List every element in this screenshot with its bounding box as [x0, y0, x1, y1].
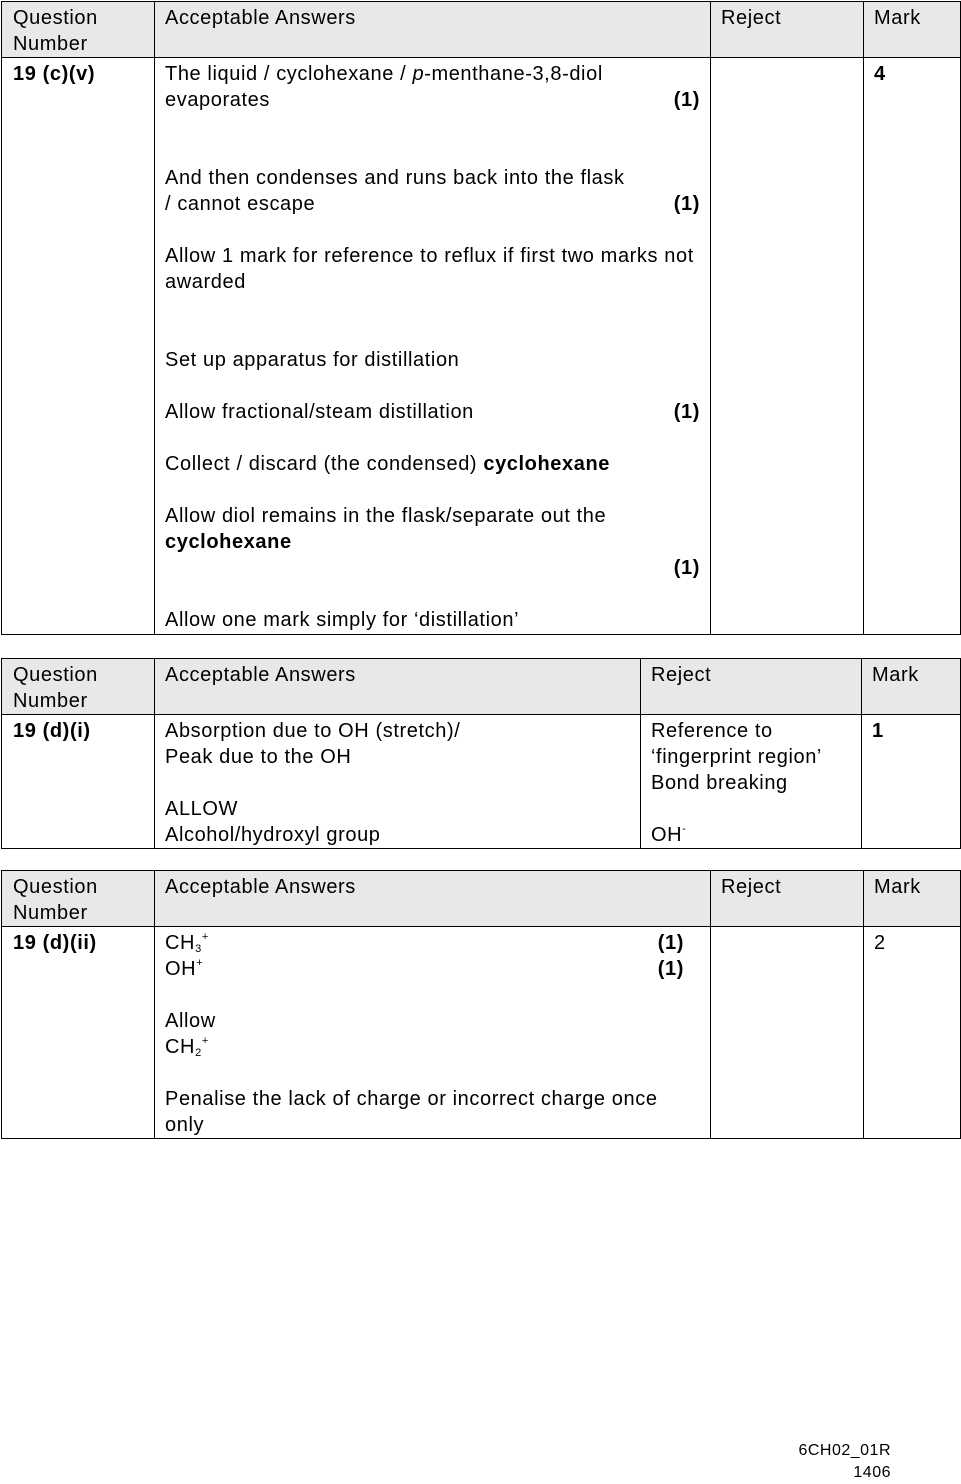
answer-line: And then condenses and runs back into the flask: [165, 167, 625, 189]
header-mark: Mark: [864, 871, 961, 927]
paper-code: 6CH02_01R: [798, 1442, 891, 1459]
header-acceptable-answers: Acceptable Answers: [155, 2, 711, 58]
acceptable-answers-cell: [155, 927, 711, 1139]
reject-line: OH-: [651, 823, 687, 846]
header-reject: Reject: [711, 871, 864, 927]
acceptable-answers-cell: [155, 715, 641, 849]
answer-line: Set up apparatus for distillation: [165, 349, 460, 371]
mark-scheme-table-19cv: [1, 1, 961, 635]
reject-line: Reference to ‘fingerprint region’: [651, 720, 822, 768]
answer-note: Allow 1 mark for reference to reflux if first two marks not awarded: [165, 245, 694, 293]
answer-line: Peak due to the OH: [165, 746, 352, 768]
header-question-number: Question Number: [2, 2, 155, 58]
answer-line: cyclohexane: [165, 531, 292, 553]
page-footer: [798, 1440, 891, 1484]
mark-cell: 1: [862, 715, 961, 849]
question-number: 19 (d)(ii): [2, 927, 155, 1139]
header-reject: Reject: [641, 659, 862, 715]
header-acceptable-answers: Acceptable Answers: [155, 659, 641, 715]
reject-line: Bond breaking: [651, 772, 788, 794]
table-header-row: [2, 659, 961, 715]
table-header-row: [2, 871, 961, 927]
answer-note: Allow one mark simply for ‘distillation’: [165, 609, 520, 631]
header-mark: Mark: [864, 2, 961, 58]
mark-cell: 2: [864, 927, 961, 1139]
answer-line: ALLOW: [165, 798, 239, 820]
table-row: [2, 715, 961, 849]
header-reject: Reject: [711, 2, 864, 58]
mark-scheme-table-19dii: [1, 870, 961, 1139]
header-question-number: Question Number: [2, 659, 155, 715]
question-number: 19 (c)(v): [2, 58, 155, 635]
answer-line: Collect / discard (the condensed) cyclohexane: [165, 453, 611, 475]
answer-line: OH+ (1): [165, 957, 684, 980]
table-header-row: [2, 2, 961, 58]
reject-cell: [711, 58, 864, 635]
answer-note: Penalise the lack of charge or incorrect charge once only: [165, 1088, 658, 1136]
answer-line: Absorption due to OH (stretch)/: [165, 720, 461, 742]
answer-line: $CH_2^+$: [165, 1035, 209, 1059]
answer-line: Allow diol remains in the flask/separate out the: [165, 505, 607, 527]
table-row: [2, 58, 961, 635]
reject-cell: [711, 927, 864, 1139]
answer-line: / cannot escape (1): [165, 193, 700, 215]
answer-line: Allow: [165, 1010, 216, 1032]
table-row: [2, 927, 961, 1139]
mark-scheme-table-19di: [1, 658, 961, 849]
answer-line: Allow fractional/steam distillation (1): [165, 401, 700, 423]
paper-date: 1406: [853, 1464, 891, 1481]
header-question-number: Question Number: [2, 871, 155, 927]
header-acceptable-answers: Acceptable Answers: [155, 871, 711, 927]
answer-line: Alcohol/hydroxyl group: [165, 824, 381, 846]
reject-cell: [641, 715, 862, 849]
question-number: 19 (d)(i): [2, 715, 155, 849]
acceptable-answers-cell: [155, 58, 711, 635]
answer-line: evaporates (1): [165, 89, 700, 111]
header-mark: Mark: [862, 659, 961, 715]
answer-mark: (1): [673, 557, 700, 579]
answer-line: The liquid / cyclohexane / p-menthane-3,8-diol: [165, 63, 603, 85]
answer-line: $CH_3^+$ (1): [165, 931, 684, 955]
mark-cell: 4: [864, 58, 961, 635]
